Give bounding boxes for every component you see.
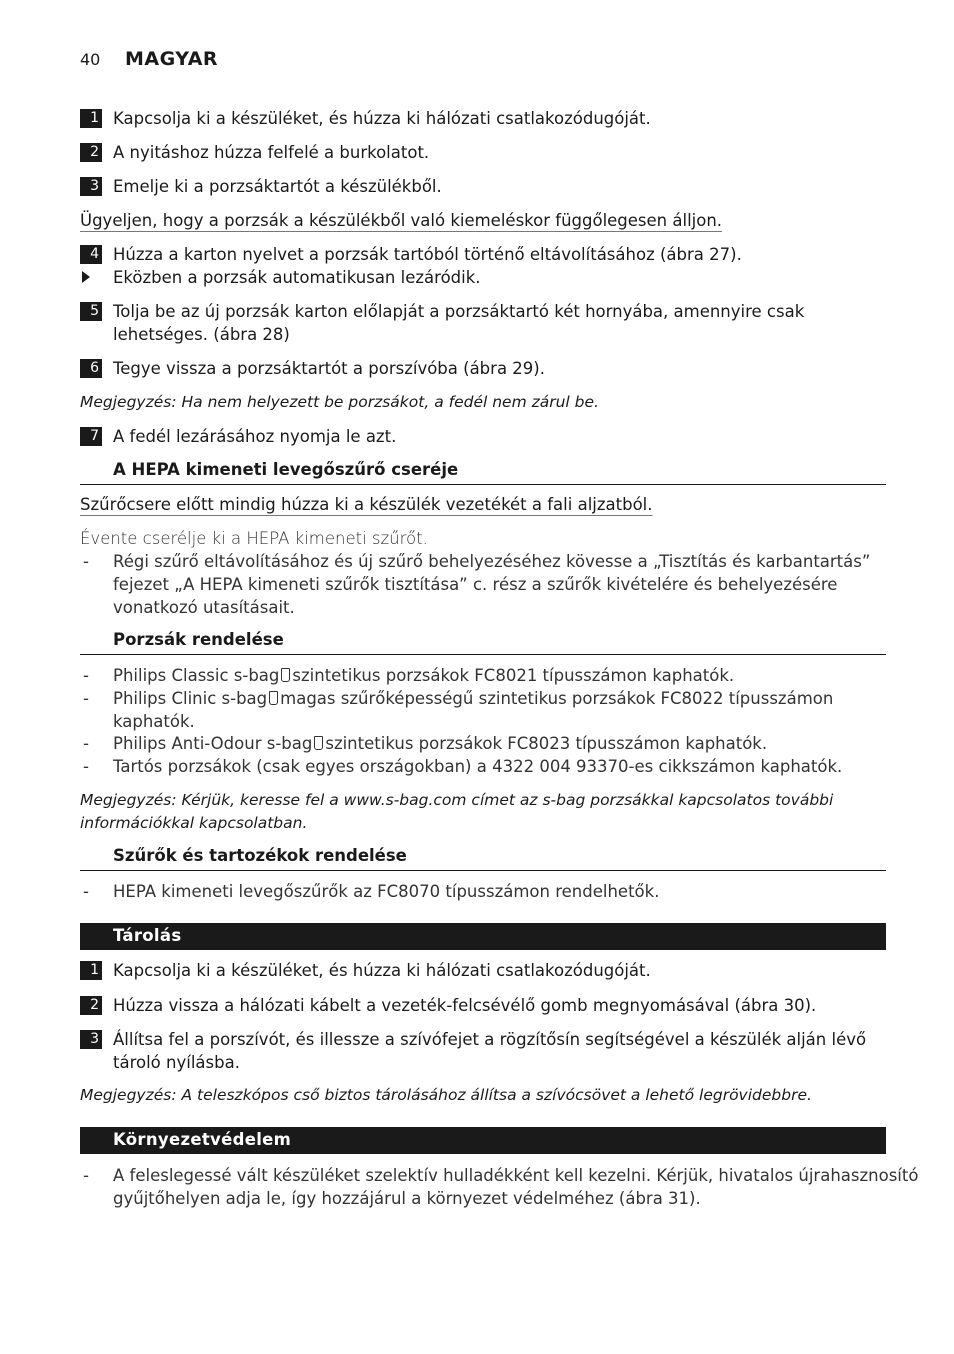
section-heading-hepa: A HEPA kimeneti levegőszűrő cseréje bbox=[80, 461, 886, 485]
step-1 bbox=[80, 107, 919, 130]
storage-step-3 bbox=[80, 1028, 919, 1074]
section-heading-filters: Szűrők és tartozékok rendelése bbox=[80, 847, 886, 871]
note-sbag: Megjegyzés: Kérjük, keresse fel a www.s-bag.com címet az s-bag porzsákkal kapcsolatos további információkkal kapcsolatban. bbox=[80, 791, 834, 832]
step-number: 5 bbox=[80, 302, 102, 321]
storage-step-2 bbox=[80, 994, 919, 1017]
step-number: 1 bbox=[80, 961, 102, 980]
list-item: - A feleslegessé vált készüléket szelektív hulladékként kell kezelni. Kérjük, hivatalos újrahasznosító gyűjtőhelyen adja le, így hozzájárul a környezet védelméhez (ábra 31). bbox=[83, 1166, 919, 1208]
step-number: 3 bbox=[80, 177, 102, 196]
step-number: 4 bbox=[80, 245, 102, 264]
step-text-line1: Tolja be az új porzsák karton előlapját a porzsáktartó két hornyába, amennyire csak bbox=[113, 302, 805, 321]
step-text: Húzza vissza a hálózati kábelt a vezeték-felcsévélő gomb megnyomásával (ábra 30). bbox=[113, 996, 817, 1015]
step-4-result bbox=[80, 266, 919, 289]
list-item: - Philips Anti-Odour s-bag szintetikus porzsákok FC8023 típusszámon kaphatók. bbox=[83, 734, 768, 753]
list-item: - Philips Clinic s-bag magas szűrőképességű szintetikus porzsákok FC8022 típusszámon kaphatók. bbox=[83, 689, 834, 731]
step-number: 1 bbox=[80, 109, 102, 128]
section-bar-environment: Környezetvédelem bbox=[80, 1127, 886, 1154]
bag-icon bbox=[269, 691, 278, 705]
result-text: Eközben a porzsák automatikusan lezáródik. bbox=[113, 268, 481, 287]
step-text: A nyitáshoz húzza felfelé a burkolatot. bbox=[113, 143, 430, 162]
step-text: A fedél lezárásához nyomja le azt. bbox=[113, 427, 397, 446]
step-5 bbox=[80, 300, 919, 346]
hepa-intro: Évente cserélje ki a HEPA kimeneti szűrőt. bbox=[80, 529, 428, 548]
step-text: Emelje ki a porzsáktartót a készülékből. bbox=[113, 177, 442, 196]
step-text: Tegye vissza a porzsáktartót a porszívóba (ábra 29). bbox=[113, 359, 545, 378]
language-heading: MAGYAR bbox=[125, 48, 219, 70]
step-text: Kapcsolja ki a készüléket, és húzza ki hálózati csatlakozódugóját. bbox=[113, 109, 651, 128]
step-number: 2 bbox=[80, 996, 102, 1015]
step-text-line2: lehetséges. (ábra 28) bbox=[113, 325, 290, 344]
list-item: - Philips Classic s-bag szintetikus porzsákok FC8021 típusszámon kaphatók. bbox=[83, 666, 735, 685]
section-bar-storage: Tárolás bbox=[80, 923, 886, 950]
list-item: - HEPA kimeneti levegőszűrők az FC8070 típusszámon rendelhetők. bbox=[83, 882, 660, 901]
step-text: Húzza a karton nyelvet a porzsák tartóból történő eltávolításához (ábra 27). bbox=[113, 245, 742, 264]
step-2 bbox=[80, 141, 919, 164]
section-heading-bags: Porzsák rendelése bbox=[80, 631, 886, 655]
step-text-line2: tároló nyílásba. bbox=[113, 1053, 240, 1072]
step-text-line1: Állítsa fel a porszívót, és illessze a szívófejet a rögzítősín segítségével a készülék alján lévő bbox=[113, 1030, 867, 1049]
list-item: - Régi szűrő eltávolításához és új szűrő behelyezéséhez kövesse a „Tisztítás és karbantartás” fejezet „A HEPA kimeneti szűrők tisztítása” c. rész a szűrők kivételére és behelyezésére vonatkozó utasításait. bbox=[83, 552, 871, 617]
list-item: - Tartós porzsákok (csak egyes országokban) a 4322 004 93370-es cikkszámon kaphatók. bbox=[83, 757, 843, 776]
step-number: 2 bbox=[80, 143, 102, 162]
warning-vertical: Ügyeljen, hogy a porzsák a készülékből való kiemeléskor függőlegesen álljon. bbox=[80, 211, 723, 230]
step-3 bbox=[80, 175, 919, 198]
step-number: 7 bbox=[80, 427, 102, 446]
storage-step-1 bbox=[80, 959, 919, 982]
step-7 bbox=[80, 425, 919, 448]
step-4 bbox=[80, 243, 919, 266]
step-text: Kapcsolja ki a készüléket, és húzza ki hálózati csatlakozódugóját. bbox=[113, 961, 651, 980]
note-no-bag: Megjegyzés: Ha nem helyezett be porzsákot, a fedél nem zárul be. bbox=[80, 393, 599, 411]
bag-icon bbox=[314, 736, 323, 750]
step-6 bbox=[80, 357, 919, 380]
note-telescopic: Megjegyzés: A teleszkópos cső biztos tárolásához állítsa a szívócsövet a lehető legrövidebbre. bbox=[80, 1086, 812, 1104]
step-number: 3 bbox=[80, 1030, 102, 1049]
step-number: 6 bbox=[80, 359, 102, 378]
page-number: 40 bbox=[80, 50, 101, 69]
result-arrow-icon bbox=[82, 271, 90, 283]
warning-unplug: Szűrőcsere előtt mindig húzza ki a készülék vezetékét a fali aljzatból. bbox=[80, 495, 653, 514]
bag-icon bbox=[281, 668, 290, 682]
